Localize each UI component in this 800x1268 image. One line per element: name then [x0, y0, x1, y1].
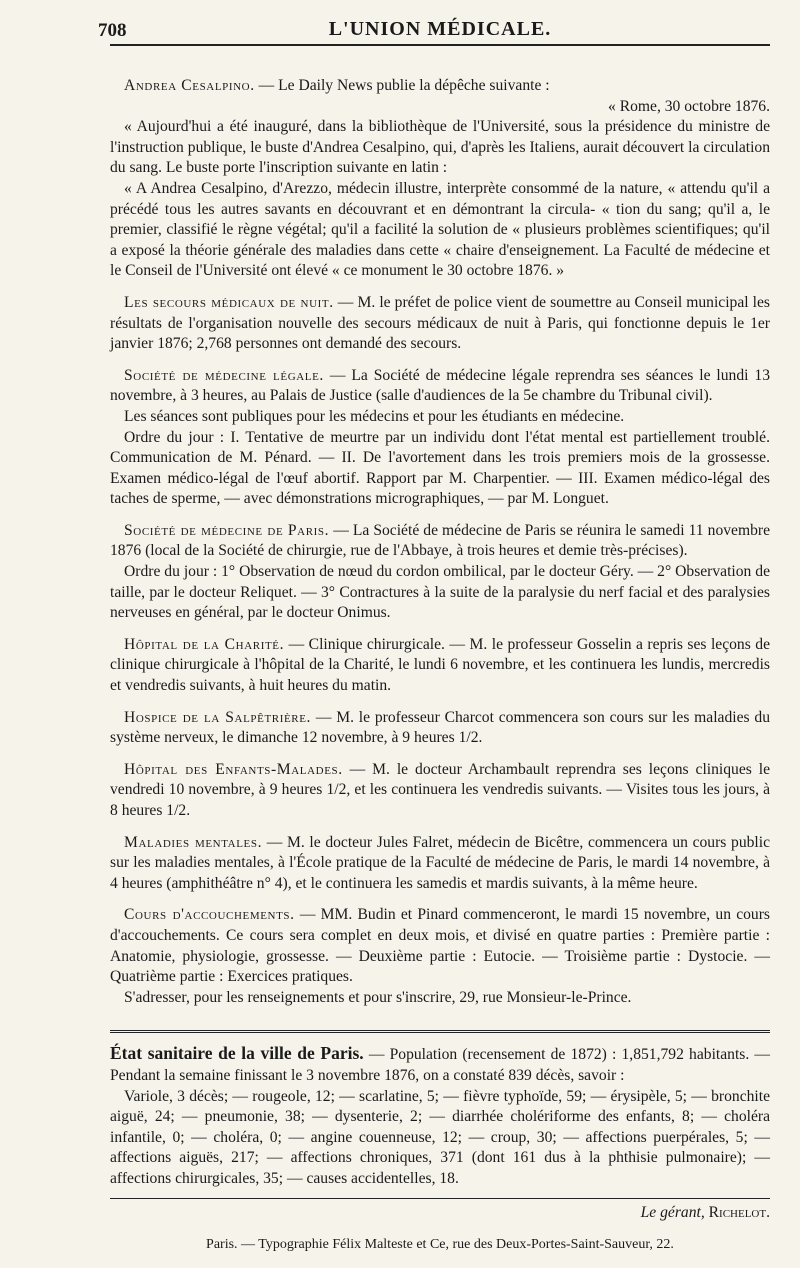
item-text: — La Société de médecine légale reprendra ses séances le lundi 13 novembre, à 3 heures, au Palais de Justice (salle d'audiences de la 5e chambre du Tribunal civil). — [110, 366, 771, 405]
ordre-du-jour: Ordre du jour : 1° Observation de nœud du cordon ombilical, par le docteur Géry. — 2° Observation de taille, par le docteur Reliquet. — 3° Contractures à la suite de la paralysie du nerf facial et des paralysies nerveuses en général, par le docteur Onimus. — [110, 563, 770, 622]
news-item-salpetriere — [110, 708, 770, 749]
item-paragraph: « Aujourd'hui a été inauguré, dans la bibliothèque de l'Université, sous la présidence du ministre de l'instruction publique, le buste d'Andrea Cesalpino, qui, d'après les Italiens, aurait découvert la circulation du sang. Le buste porte l'inscription suivante en latin : — [110, 118, 770, 177]
item-paragraph: Les séances sont publiques pour les médecins et pour les étudiants en médecine. — [124, 407, 625, 425]
item-heading: Hospice de la Salpêtrière. — [124, 708, 312, 726]
item-heading: Société de médecine légale. — [124, 366, 324, 384]
page-number: 708 — [98, 20, 127, 41]
etat-intro: — Population (recensement de 1872) : 1,851,792 habitants. — Pendant la semaine finissant le 3 novembre 1876, on a constaté 839 décès, savoir : — [110, 1046, 770, 1084]
news-item-secours — [110, 293, 770, 355]
etat-details: Variole, 3 décès; — rougeole, 12; — scarlatine, 5; — fièvre typhoïde, 59; — érysipèle, 5; — bronchite aiguë, 24; — pneumonie, 38; — dysenterie, 2; — diarrhée cholériforme des enfants, 8; — choléra infantile, 0; — choléra, 0; — angine couenneuse, 12; — croup, 30; — affections puerpérales, 5; — affections aiguës, 217; — affections chroniques, 371 (dont 161 dus à la phthisie pulmonaire); — affections chirurgicales, 35; — causes accidentelles, 18. — [110, 1087, 770, 1187]
news-item-accouchements — [110, 905, 770, 1008]
item-heading: Hôpital de la Charité. — [124, 635, 285, 653]
item-text: — MM. Budin et Pinard commenceront, le mardi 15 novembre, un cours d'accouchements. Ce cours sera complet en deux mois, et divisé en quatre parties : Première partie : Anatomie, physiologie, grossesse. — Deuxième partie : Eutocie. — Troisième partie : Dystocie. — Quatrième partie : Exercices pratiques. — [110, 906, 770, 986]
dateline: « Rome, 30 octobre 1876. — [608, 97, 770, 115]
gerant-signature — [110, 1203, 770, 1224]
news-item-cesalpino — [110, 76, 770, 282]
latin-inscription: « A Andrea Cesalpino, d'Arezzo, médecin illustre, interprète consommé de la nature, « attendu qu'il a précédé tous les autres savants en découvrant et en démontrant la circula- « tion du sang; qu'il a, le premier, classifié le règne végétal; qu'il a facilité la solution de « plusieurs problèmes scientifiques; qu'il a exposé la théorie générale des maladies dans cette « chaire d'enseignement. La Faculté de médecine et le Conseil de l'Université ont élevé « ce monument le 30 octobre 1876. » — [110, 179, 770, 280]
item-text: — La Société de médecine de Paris se réunira le samedi 11 novembre 1876 (local de la Société de chirurgie, rue de l'Abbaye, à trois heures et demie très-précises). — [110, 521, 770, 560]
etat-title: État sanitaire de la ville de Paris. — [110, 1043, 364, 1064]
news-item-maladies-mentales — [110, 833, 770, 895]
item-text: — M. le préfet de police vient de soumettre au Conseil municipal les résultats de l'organisation nouvelle des secours médicaux de nuit à Paris, qui fonctionne depuis le 1er janvier 1876; 2,768 personnes ont demandé des secours. — [110, 293, 770, 353]
news-item-societe-paris — [110, 521, 770, 624]
news-item-medecine-legale — [110, 366, 770, 510]
item-heading: Société de médecine de Paris. — [124, 521, 330, 539]
gerant-label: Le gérant, — [640, 1203, 705, 1221]
ordre-du-jour: Ordre du jour : I. Tentative de meurtre par un individu dont l'état mental est partiellement troublé. Communication de M. Pénard. — II. De l'avortement dans les trois premiers mois de la grossesse. Examen médico-légal de l'œuf abortif. Rapport par M. Charpentier. — III. Examen médico-légal des taches de sperme, — avec démonstrations micrographiques, — par M. Longuet. — [110, 428, 770, 508]
item-text: — M. le docteur Archambault reprendra ses leçons cliniques le vendredi 10 novembre, à 9 heures 1/2, et les continuera les vendredis suivants. — Visites tous les jours, à 8 heures 1/2. — [110, 760, 770, 819]
item-text: — Le Daily News publie la dépêche suivante : — [254, 77, 550, 94]
item-text: — Clinique chirurgicale. — M. le professeur Gosselin a repris ses leçons de clinique chirurgicale à l'hôpital de la Charité, le lundi 6 novembre, et les continuera les lundis, mercredis et vendredis suivants, à huit heures du matin. — [110, 635, 770, 695]
item-text: — M. le professeur Charcot commencera son cours sur les maladies du système nerveux, le dimanche 12 novembre, à 9 heures 1/2. — [110, 708, 770, 747]
news-item-enfants-malades — [110, 760, 770, 822]
item-heading: Andrea Cesalpino. — [124, 77, 255, 94]
item-text: — M. le docteur Jules Falret, médecin de Bicêtre, commencera un cours public sur les maladies mentales, à l'École pratique de la Faculté de médecine de Paris, le mardi 14 novembre, à 4 heures (amphithéâtre n° 4), et le continuera les samedis et mardis suivants, à la même heure. — [110, 833, 770, 892]
item-heading: Hôpital des Enfants-Malades. — [124, 760, 343, 778]
news-item-charite — [110, 635, 770, 697]
page-header — [98, 14, 770, 46]
item-paragraph: S'adresser, pour les renseignements et pour s'inscrire, 29, rue Monsieur-le-Prince. — [124, 988, 632, 1006]
journal-title: L'UNION MÉDICALE. — [328, 18, 552, 40]
footer-rule — [110, 1198, 770, 1199]
gerant-name: Richelot. — [708, 1203, 770, 1221]
item-heading: Maladies mentales. — [124, 833, 263, 851]
etat-sanitaire — [110, 1030, 770, 1189]
printer-imprint: Paris. — Typographie Félix Malteste et Ce, rue des Deux-Portes-Saint-Sauveur, 22. — [206, 1237, 674, 1253]
item-heading: Les secours médicaux de nuit. — [124, 293, 334, 311]
item-heading: Cours d'accouchements. — [124, 906, 295, 924]
article-body — [110, 76, 770, 1256]
